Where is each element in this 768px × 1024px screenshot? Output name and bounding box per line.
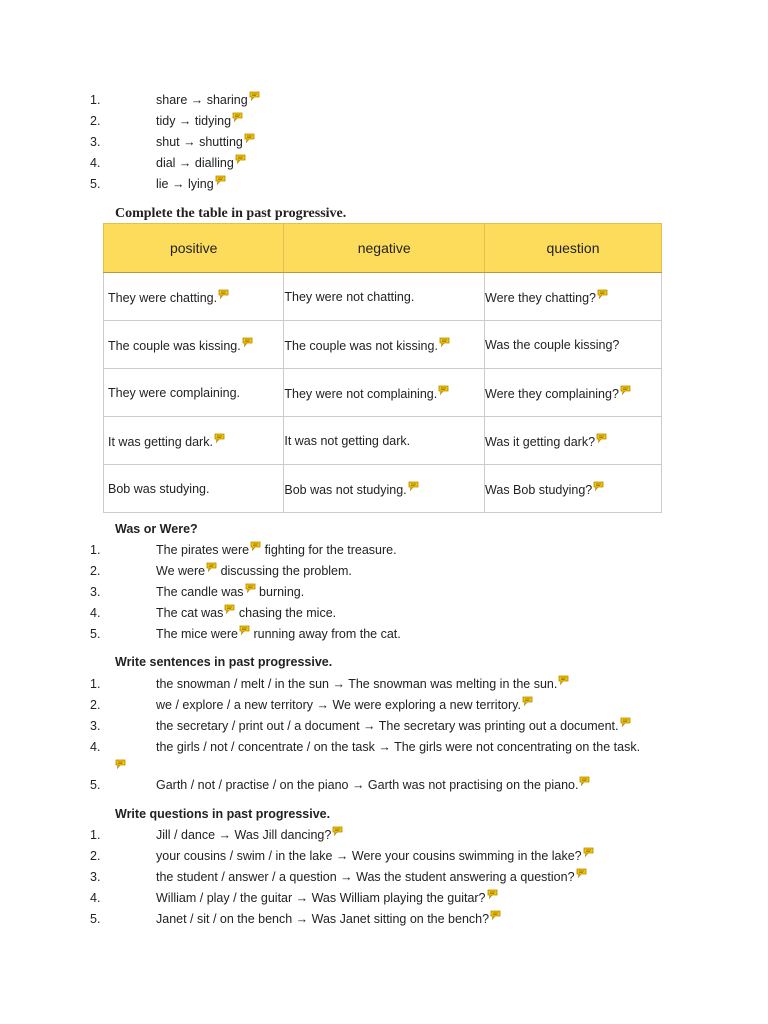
comment-icon[interactable] [620,717,631,726]
table-cell: The couple was kissing. [104,321,284,369]
list-item: 3. The candle was burning. [90,585,305,599]
sentences-heading: Write sentences in past progressive. [115,655,333,669]
past-progressive-table [103,223,662,513]
list-item: 5. Janet / sit / on the bench → Was Janet sitting on the bench? [0,909,768,930]
table-cell: Were they complaining? [485,369,662,417]
list-item: 1. The pirates were fighting for the treasure. [90,543,397,557]
list-item: 1. share → sharing [0,90,768,111]
comment-icon[interactable] [239,625,250,634]
header-positive: positive [104,224,284,273]
comment-icon[interactable] [215,175,226,184]
comment-icon[interactable] [620,385,631,394]
comment-icon[interactable] [332,826,343,835]
table-cell: The couple was not kissing. [284,321,485,369]
table-cell: They were complaining. [104,369,284,417]
comment-icon[interactable] [250,541,261,550]
comment-icon[interactable] [558,675,569,684]
sentences-list [0,674,768,796]
table-cell: It was getting dark. [104,417,284,465]
comment-icon[interactable] [249,91,260,100]
was-were-list [0,540,768,645]
was-were-heading: Was or Were? [115,522,198,536]
list-item: 5. Garth / not / practise / on the piano → Garth was not practising on the piano. [0,775,768,796]
list-item: 4. dial → dialling [0,153,768,174]
table-cell: Bob was not studying. [284,465,485,513]
list-item: 4. William / play / the guitar → Was William playing the guitar? [0,888,768,909]
comment-icon[interactable] [439,337,450,346]
list-item: 3. shut → shutting [0,132,768,153]
spelling-list [0,90,768,195]
comment-icon[interactable] [232,112,243,121]
comment-icon[interactable] [245,583,256,592]
comment-icon[interactable] [596,433,607,442]
table-row [104,369,662,417]
questions-heading: Write questions in past progressive. [115,807,331,821]
comment-icon[interactable] [583,847,594,856]
comment-icon[interactable] [224,604,235,613]
list-item: 4. The cat was chasing the mice. [90,606,337,620]
header-question: question [485,224,662,273]
table-cell: Was it getting dark? [485,417,662,465]
table-header-row [104,224,662,273]
list-item: 5. The mice were running away from the cat. [90,627,401,641]
table-cell: Was the couple kissing? [485,321,662,369]
header-negative: negative [284,224,485,273]
list-item: 1. the snowman / melt / in the sun → The snowman was melting in the sun. [0,674,768,695]
comment-icon[interactable] [579,776,590,785]
table-cell: They were not complaining. [284,369,485,417]
table-row [104,465,662,513]
list-item: 2. we / explore / a new territory → We were exploring a new territory. [0,695,768,716]
list-item: 3. the student / answer / a question → Was the student answering a question? [0,867,768,888]
comment-icon[interactable] [218,289,229,298]
comment-icon[interactable] [242,337,253,346]
table-cell: They were not chatting. [284,273,485,321]
table-cell: Bob was studying. [104,465,284,513]
table-cell: Was Bob studying? [485,465,662,513]
list-item: 2. your cousins / swim / in the lake → Were your cousins swimming in the lake? [0,846,768,867]
comment-icon[interactable] [597,289,608,298]
comment-icon[interactable] [235,154,246,163]
table-heading: Complete the table in past progressive. [115,206,347,221]
comment-icon[interactable] [490,910,501,919]
comment-icon[interactable] [522,696,533,705]
list-item: 1. Jill / dance → Was Jill dancing? [0,825,768,846]
table-row [104,417,662,465]
table-cell: It was not getting dark. [284,417,485,465]
comment-icon[interactable] [438,385,449,394]
comment-icon[interactable] [576,868,587,877]
questions-list [0,825,768,930]
list-item: 4. the girls / not / concentrate / on the task → The girls were not concentrating on the task. [0,737,768,775]
comment-icon[interactable] [487,889,498,898]
list-item: 3. the secretary / print out / a document → The secretary was printing out a document. [0,716,768,737]
list-item: 2. We were discussing the problem. [90,564,352,578]
list-item: 2. tidy → tidying [0,111,768,132]
table-cell: Were they chatting? [485,273,662,321]
table-row [104,273,662,321]
table-row [104,321,662,369]
table-cell: They were chatting. [104,273,284,321]
comment-icon[interactable] [593,481,604,490]
comment-icon[interactable] [206,562,217,571]
comment-icon[interactable] [408,481,419,490]
list-item: 5. lie → lying [0,174,768,195]
comment-icon[interactable] [214,433,225,442]
comment-icon[interactable] [244,133,255,142]
comment-icon[interactable] [115,759,126,768]
